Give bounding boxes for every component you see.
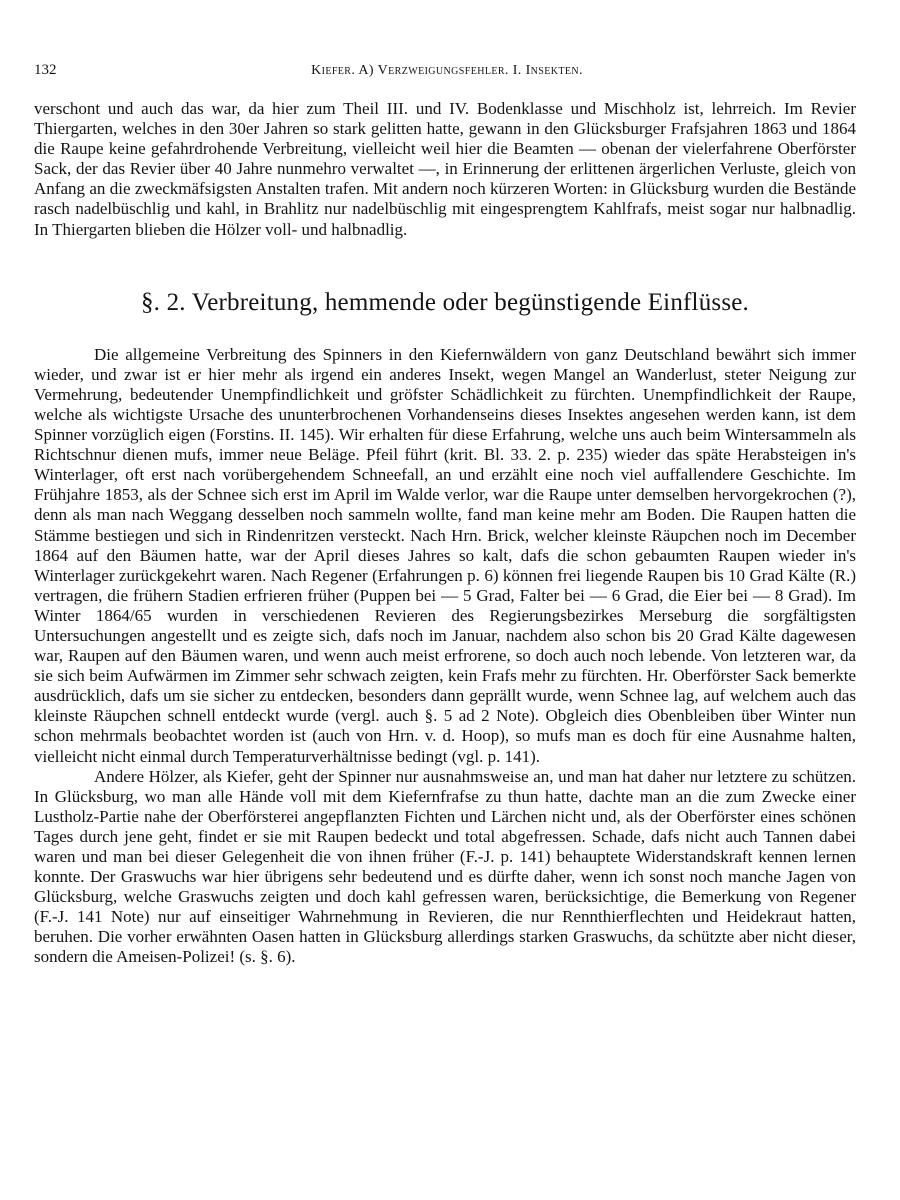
paragraph-continued: verschont und auch das war, da hier zum Theil III. und IV. Bodenklasse und Mischholz ist, lehrreich. Im Revier Thiergarten, welches in den 30er Jahren so stark gelitten hatte, gewann in den Glücksburger Frafsjahren 1863 und 1864 die Raupe keine gefahrdrohende Verbreitung, vielleicht weil hier die Beamten — obenan der vielerfahrene Oberförster Sack, der das Revier über 40 Jahre nunmehro verwaltet —, in Erinnerung der erlittenen ärgerlichen Verluste, gleich von Anfang an die zweckmäfsigsten Anstalten trafen. Mit andern noch kürzeren Worten: in Glücksburg wurden die Bestände rasch nadelbüschlig und kahl, in Brahlitz nur nadelbüschlig mit eingesprengtem Kahlfrafs, meist sogar nur halbnadlig. In Thiergarten blieben die Hölzer voll- und halbnadlig. xyxy=(34,99,856,239)
page-number: 132 xyxy=(34,62,57,78)
body-text xyxy=(34,99,856,968)
paragraph-distribution: Die allgemeine Verbreitung des Spinners in den Kiefernwäldern von ganz Deutschland bewährt sich immer wieder, und zwar ist er hier mehr als irgend ein anderes Insekt, wegen Mangel an Wanderlust, steter Neigung zur Vermehrung, bedeutender Unempfindlichkeit und gröfster Schädlichkeit zu fürchten. Unempfindlichkeit der Raupe, welche als wichtigste Ursache des ununterbrochenen Vorhandenseins dieses Insektes angesehen werden kann, ist dem Spinner vorzüglich eigen (Forstins. II. 145). Wir erhalten für diese Erfahrung, welche uns auch beim Wintersammeln als Richtschnur dienen mufs, immer neue Beläge. Pfeil führt (krit. Bl. 33. 2. p. 235) wieder das späte Herabsteigen in's Winterlager, oft erst nach vorübergehendem Schneefall, an und erzählt eine noch viel auffallendere Geschichte. Im Frühjahre 1853, als der Schnee sich erst im April im Walde verlor, war die Raupe unter demselben hervorgekrochen (?), denn als man nach Weggang desselben noch sammeln wollte, fand man keine mehr am Boden. Die Raupen hatten die Stämme bestiegen und sich in Rindenritzen versteckt. Nach Hrn. Brick, welcher kleinste Räupchen noch im December 1864 auf den Bäumen hatte, war der April dieses Jahres so kalt, dafs die schon gebaumten Raupen wieder in's Winterlager zurückgekehrt waren. Nach Regener (Erfahrungen p. 6) können frei liegende Raupen bis 10 Grad Kälte (R.) vertragen, die frühern Stadien erfrieren früher (Puppen bei — 5 Grad, Falter bei — 6 Grad, die Eier bei — 8 Grad). Im Winter 1864/65 wurden in verschiedenen Revieren des Regierungsbezirkes Merseburg die sorgfältigsten Untersuchungen angestellt und es zeigte sich, dafs noch im Januar, nachdem also schon bis 20 Grad Kälte dagewesen war, Raupen auf den Bäumen waren, und wenn auch meist erfrorene, so doch auch noch lebende. Von letzteren war, da sie sich beim Aufwärmen im Zimmer sehr schwach zeigten, kein Frafs mehr zu fürchten. Hr. Oberförster Sack bemerkte ausdrücklich, dafs um sie sicher zu entdecken, besonders dann geprällt wurde, wenn Schnee lag, auf welchem auch das kleinste Räupchen schnell entdeckt wurde (vergl. auch §. 5 ad 2 Note). Obgleich dies Obenbleiben über Winter nun schon mehrmals beobachtet worden ist (auch von Hrn. v. d. Hoop), so mufs man es doch für eine Ausnahme halten, vielleicht nicht einmal durch Temperaturverhältnisse bedingt (vgl. p. 141). xyxy=(34,344,856,766)
running-title: Kiefer. A) Verzweigungsfehler. I. Insekten. xyxy=(311,63,583,78)
running-head xyxy=(34,62,860,84)
section-heading: §. 2. Verbreitung, hemmende oder begünstigende Einflüsse. xyxy=(140,288,750,316)
paragraph-other-trees: Andere Hölzer, als Kiefer, geht der Spinner nur ausnahmsweise an, und man hat daher nur letztere zu schützen. In Glücksburg, wo man alle Hände voll mit dem Kiefernfrafse zu thun hatte, dachte man an die zum Zwecke einer Lustholz-Partie nahe der Oberförsterei angepflanzten Fichten und Lärchen nicht und, als der Oberförster eines schönen Tages durch jene geht, findet er sie mit Raupen bedeckt und total abgefressen. Schade, dafs nicht auch Tannen dabei waren und man bei dieser Gelegenheit die von ihnen früher (F.-J. p. 141) behauptete Widerstandskraft kennen lernen konnte. Der Graswuchs war hier übrigens sehr bedeutend und es dürfte daher, wenn ich sonst noch manche Jagen von Glücksburg, welche Graswuchs zeigten und doch kahl gefressen waren, berücksichtige, die Bemerkung von Regener (F.-J. 141 Note) nur auf einseitiger Wahrnehmung in Revieren, die nur Rennthierflechten und Heidekraut hatten, beruhen. Die vorher erwähnten Oasen hatten in Glücksburg allerdings starken Graswuchs, da schützte aber nicht dieser, sondern die Ameisen-Polizei! (s. §. 6). xyxy=(34,766,856,967)
